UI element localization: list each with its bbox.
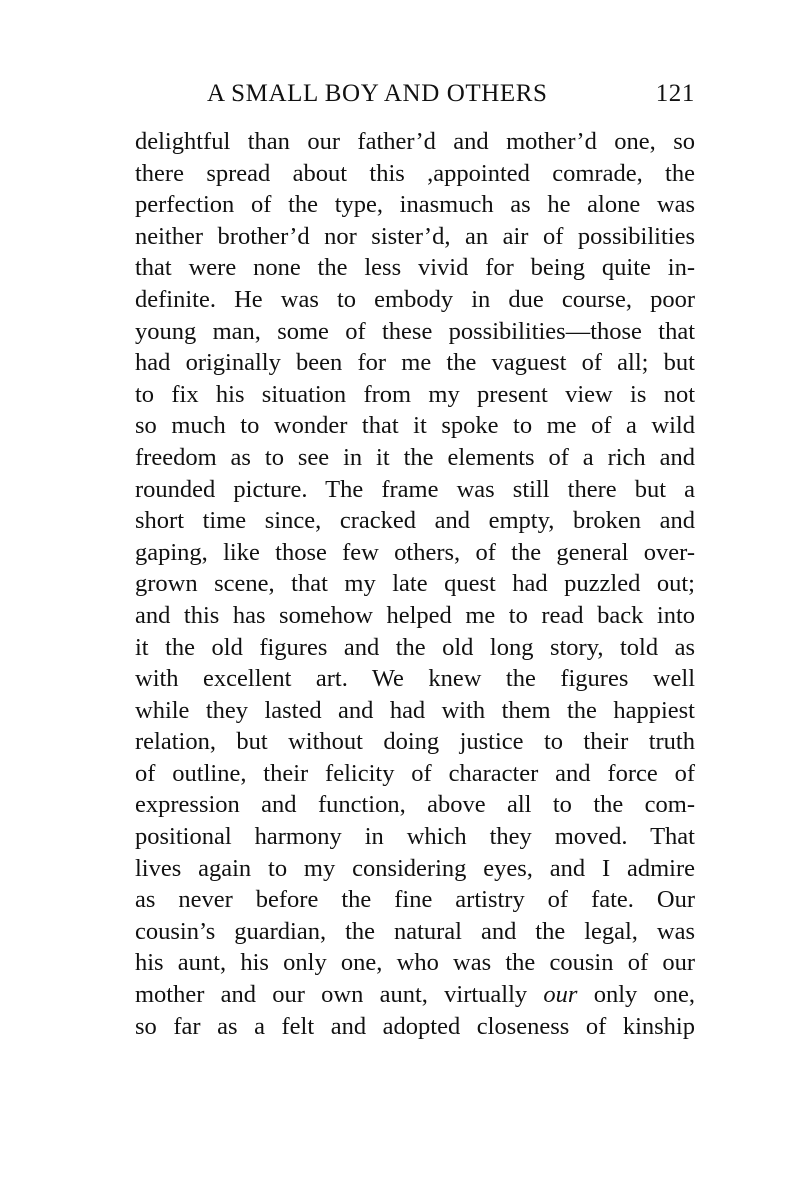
text-line: relation, but without doing justice to their truth — [135, 728, 695, 756]
text-line: his aunt, his only one, who was the cousin of our — [135, 949, 695, 977]
text-line: with excellent art. We knew the figures well — [135, 665, 695, 693]
text-line-with-emphasis — [135, 979, 695, 1011]
text-line: and this has somehow helped me to read back into — [135, 601, 695, 629]
text-line: there spread about this ,appointed comrade, the — [135, 159, 695, 187]
text-line: expression and function, above all to the com- — [135, 791, 695, 819]
line-segment-before: mother and our own aunt, virtually — [135, 981, 544, 1009]
text-line: to fix his situation from my present view is not — [135, 380, 695, 408]
text-line: it the old figures and the old long story, told as — [135, 633, 695, 661]
text-line: perfection of the type, inasmuch as he alone was — [135, 191, 695, 219]
text-line: gaping, like those few others, of the general over- — [135, 538, 695, 566]
text-line: positional harmony in which they moved. That — [135, 823, 695, 851]
text-line: so much to wonder that it spoke to me of a wild — [135, 412, 695, 440]
text-line: lives again to my considering eyes, and I admire — [135, 854, 695, 882]
body-text — [135, 126, 695, 1042]
text-line: young man, some of these possibilities—those that — [135, 317, 695, 345]
emphasized-word: our — [543, 981, 578, 1009]
text-line: rounded picture. The frame was still there but a — [135, 475, 695, 503]
text-line: freedom as to see in it the elements of a rich and — [135, 443, 695, 471]
text-line: that were none the less vivid for being quite in- — [135, 254, 695, 282]
text-line: delightful than our father’d and mother’d one, so — [135, 128, 695, 155]
line-segment-after: only one, — [577, 981, 695, 1009]
text-line: as never before the fine artistry of fate. Our — [135, 886, 695, 914]
text-line: so far as a felt and adopted closeness of kinship — [135, 1012, 695, 1040]
running-head — [135, 80, 695, 114]
running-head-title: A SMALL BOY AND OTHERS — [207, 80, 548, 107]
text-line: grown scene, that my late quest had puzzled out; — [135, 570, 695, 598]
text-line: short time since, cracked and empty, broken and — [135, 507, 695, 535]
text-line: while they lasted and had with them the happiest — [135, 696, 695, 724]
text-line: of outline, their felicity of character and force of — [135, 759, 695, 787]
text-line: had originally been for me the vaguest of all; but — [135, 349, 695, 377]
text-line: neither brother’d nor sister’d, an air of possibilities — [135, 222, 695, 250]
text-line: definite. He was to embody in due course, poor — [135, 285, 695, 313]
text-line: cousin’s guardian, the natural and the legal, was — [135, 917, 695, 945]
page-number: 121 — [655, 80, 695, 107]
